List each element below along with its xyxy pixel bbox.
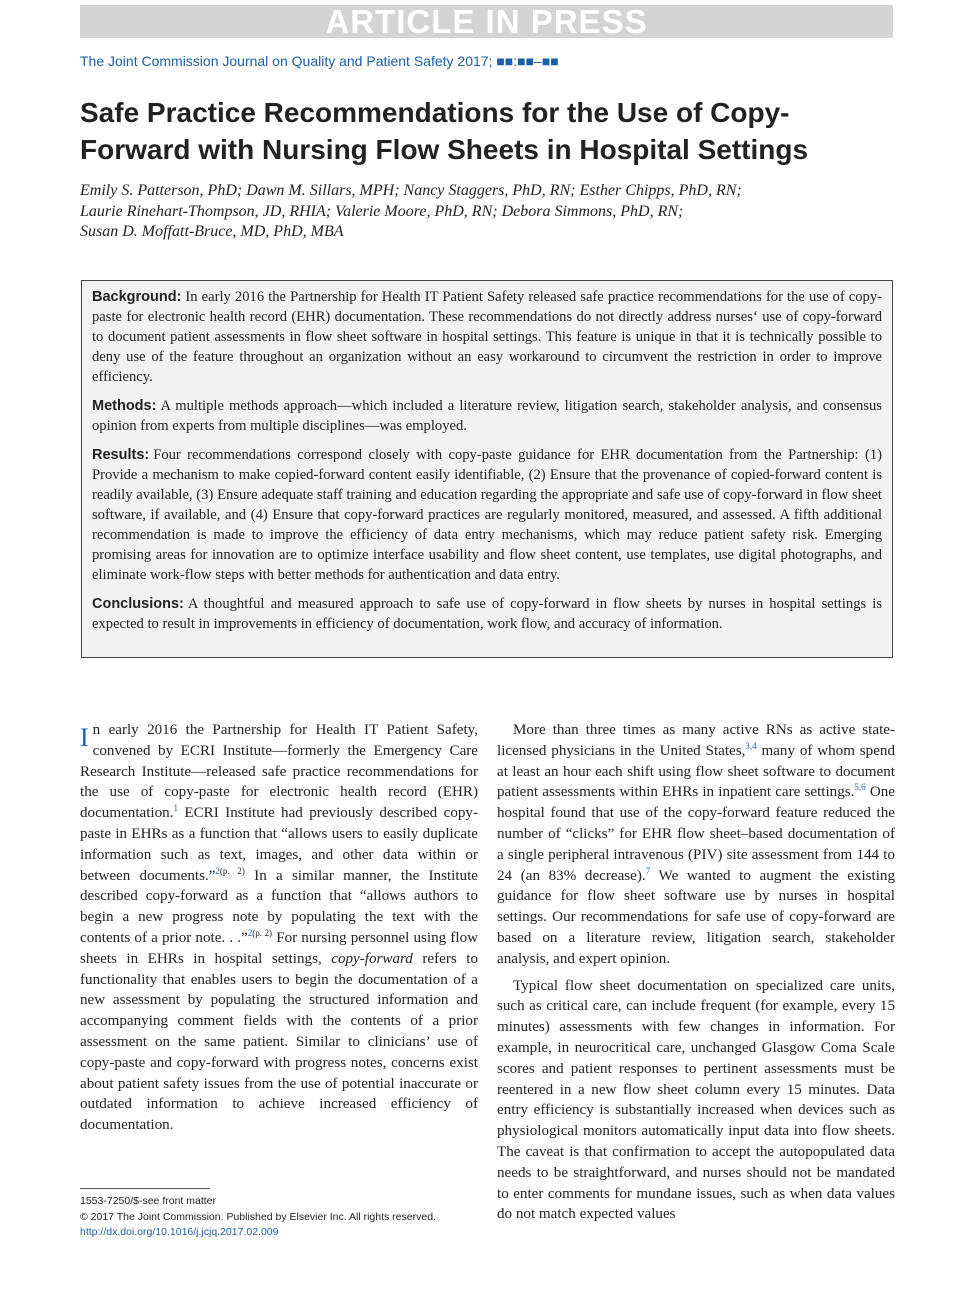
body-paragraph [497, 976, 895, 1226]
author-line: Susan D. Moffatt-Bruce, MD, PhD, MBA [80, 223, 344, 240]
abstract-text: A thoughtful and measured approach to safe use of copy-forward in flow sheets by nurses in hospital settings is expected to result in improvements in efficiency of documentation, work flow, and accuracy of information. [92, 596, 882, 632]
abstract-results [92, 445, 882, 585]
journal-citation[interactable]: The Joint Commission Journal on Quality and Patient Safety 2017; ■■:■■–■■ [80, 53, 559, 69]
abstract-conclusions [92, 594, 882, 634]
body-text: Typical flow sheet documentation on specialized care units, such as critical care, can include frequent (for example, every 15 minutes) assessments with few changes in information. For example, in neurocritical care, unchanged Glasgow Coma Scale scores and patient responses to pertinent assessments must be reentered in a new flow sheet column every 15 minutes. Data entry efficiency is substantially increased when devices such as physiological monitors automatically input data into flow sheets. The caveat is that confirmation to accept the autopopulated data needs to be straightforward, and nurses should not be mandated to enter comments for mundane issues, such as when data values do not match expected values [497, 977, 895, 1223]
page-locator: (p. 2) [252, 927, 273, 938]
author-line: Emily S. Patterson, PhD; Dawn M. Sillars, MPH; Nancy Staggers, PhD, RN; Esther Chipps, PhD, RN; [80, 182, 742, 199]
abstract-heading: Methods: [92, 398, 157, 414]
article-title: Safe Practice Recommendations for the Use of Copy-Forward with Nursing Flow Sheets in Hospital Settings [80, 97, 809, 165]
body-text: many of whom spend at least an hour each shift using flow sheet software to document patient assessments within EHRs in inpatient care settings. [497, 742, 895, 801]
abstract-box [81, 280, 893, 658]
reference-link[interactable]: 1 [173, 803, 178, 814]
footer [80, 1194, 436, 1241]
abstract-text: Four recommendations correspond closely with copy-paste guidance for EHR documentation from the Partnership: (1) Provide a mechanism to make copied-forward content easily identifiable, (2) Ensure that the provenance of copied-forward content is readily available, (3) Ensure adequate staff training and education regarding the appropriate and safe use of copy-forward in flow sheet software, if available, and (4) Ensure that copy-forward practices are regularly monitored, measured, and assessed. A fifth additional recommendation is made to improve the efficiency of data entry mechanisms, which may reduce patient safety risk. Emerging promising areas for innovation are to optimize interface usability and flow sheet content, use templates, use digital photographs, and eliminate work-flow steps with better methods for authentication and data entry. [92, 447, 882, 583]
body-column-right [497, 720, 895, 1225]
body-text: In a similar manner, the Institute described copy-forward as a function that “allows authors to begin a new progress note by populating the text with the contents of a prior note. . .” [80, 867, 478, 946]
reference-link[interactable]: 3,4 [745, 740, 757, 751]
doi-link[interactable]: http://dx.doi.org/10.1016/j.jcjq.2017.02.009 [80, 1226, 279, 1238]
body-text: For nursing personnel using flow sheets in EHRs in hospital settings, [80, 929, 479, 967]
author-list [80, 181, 893, 243]
reference-link[interactable]: 5,6 [854, 782, 866, 793]
body-paragraph [497, 720, 895, 970]
body-text: More than three times as many active RNs as active state-licensed physicians in the United States, [497, 722, 895, 759]
footer-divider [80, 1188, 210, 1189]
reference-link[interactable]: 7 [645, 865, 651, 876]
author-line: Laurie Rinehart-Thompson, JD, RHIA; Valerie Moore, PhD, RN; Debora Simmons, PhD, RN; [80, 202, 684, 220]
abstract-heading: Background: [92, 289, 182, 305]
body-text: n early 2016 the Partnership for Health IT Patient Safety, convened by ECRI Institute—formerly the Emergency Care Research Institute—released safe practice recommendations for the use of copy-paste for electronic health record (EHR) documentation. [80, 722, 478, 822]
abstract-heading: Conclusions: [92, 596, 184, 612]
drop-cap: I [80, 723, 89, 752]
abstract-background [92, 287, 882, 387]
copyright-line: © 2017 The Joint Commission. Published by Elsevier Inc. All rights reserved. [80, 1210, 436, 1223]
page-locator: (p. 2) [219, 865, 245, 876]
reference-link[interactable]: 2 [215, 865, 220, 876]
body-column-left [80, 720, 478, 1136]
abstract-methods [92, 396, 882, 436]
body-text: ECRI Institute had previously described copy-paste in EHRs as a function that “allows users to easily duplicate information such as text, images, and other data within or between documents.” [80, 805, 478, 884]
emphasized-term: copy-forward [331, 950, 413, 967]
reference-link[interactable]: 2 [247, 927, 253, 938]
abstract-text: In early 2016 the Partnership for Health IT Patient Safety released safe practice recommendations for the use of copy-paste for electronic health record (EHR) documentation. These recommendations do not directly address nurses‘ use of copy-forward to document patient assessments in flow sheet software in hospital settings. This feature is unique in that it is technically possible to deny use of the feature throughout an organization without an easy workaround to circumvent the restriction in order to improve efficiency. [92, 289, 882, 385]
abstract-heading: Results: [92, 447, 150, 463]
article-in-press-banner: ARTICLE IN PRESS [80, 5, 893, 38]
body-text: We wanted to augment the existing guidance for flow sheet software use by nurses in hospital settings. Our recommendations for safe use of copy-forward are based on a literature review, litigation search, stakeholder analysis, and expert opinion. [497, 867, 895, 967]
body-paragraph [80, 720, 478, 1136]
body-text: refers to functionality that enables users to begin the documentation of a new assessment by populating the structured information and accompanying comment fields with the contents of a prior assessment on the same patient. Similar to clinicians’ use of copy-paste and copy-forward with progress notes, concerns exist about patient safety issues from the use of potential inaccurate or outdated information to achieve increased efficiency of documentation. [80, 950, 478, 1134]
abstract-text: A multiple methods approach—which included a literature review, litigation search, stakeholder analysis, and consensus opinion from experts from multiple disciplines—was employed. [92, 398, 882, 434]
issn-line: 1553-7250/$-see front matter [80, 1195, 216, 1207]
body-text: One hospital found that use of the copy-forward feature reduced the number of “clicks” for EHR flow sheet–based documentation of a single peripheral intravenous (PIV) site assessment from 144 to 24 (an 83% decrease). [497, 784, 895, 884]
